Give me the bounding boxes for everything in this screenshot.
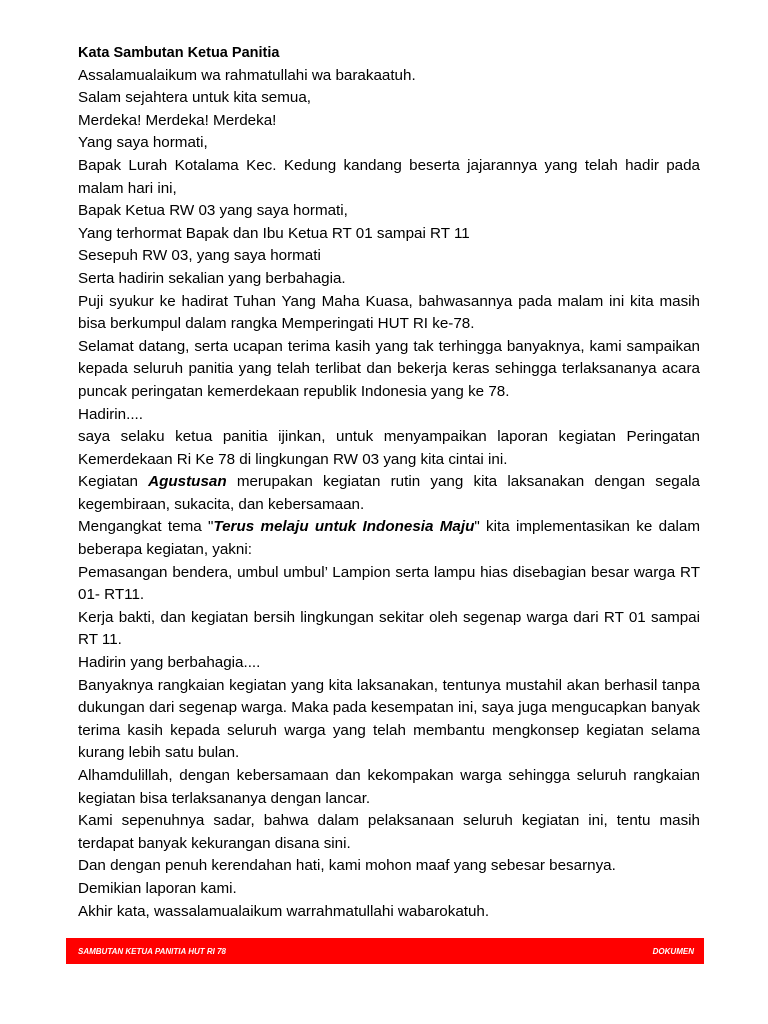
paragraph-laporan: saya selaku ketua panitia ijinkan, untuk menyampaikan laporan kegiatan Peringatan Kemerdekaan Ri Ke 78 di lingkungan RW 03 yang kita cintai ini. [78, 428, 700, 468]
footer-bar [66, 938, 704, 964]
emphasis-agustusan: Agustusan [148, 473, 227, 491]
document-title: Kata Sambutan Ketua Panitia [78, 45, 280, 61]
paragraph-selamat-datang: Selamat datang, serta ucapan terima kasih yang tak terhingga banyaknya, kami sampaikan kepada seluruh panitia yang telah terlibat dan bekerja keras sehingga terlaksananya acara puncak peringatan kemerdekaan republik Indonesia yang ke 78. [78, 337, 700, 400]
paragraph-banyaknya-kegiatan: Banyaknya rangkaian kegiatan yang kita laksanakan, tentunya mustahil akan berhasil tanpa dukungan dari segenap warga. Maka pada kesempatan ini, saya juga mengucapkan banyak terima kasih kepada seluruh warga yang telah membantu mengkonsep kegiatan selama kurang lebih satu bulan. [78, 676, 700, 762]
paragraph-penutup: Akhir kata, wassalamualaikum warrahmatullahi wabarokatuh. [78, 902, 490, 920]
paragraph-salam: Salam sejahtera untuk kita semua, [78, 89, 311, 107]
paragraph-pemasangan-bendera: Pemasangan bendera, umbul umbul’ Lampion serta lampu hias disebagian besar warga RT 01- RT11. [78, 563, 700, 604]
document-body [78, 42, 700, 923]
paragraph-merdeka: Merdeka! Merdeka! Merdeka! [78, 111, 277, 129]
paragraph-kerja-bakti: Kerja bakti, dan kegiatan bersih lingkungan sekitar oleh segenap warga dari RT 01 sampai RT 11. [78, 608, 700, 649]
paragraph-hadirin: Hadirin.... [78, 405, 143, 423]
paragraph-puji-syukur: Puji syukur ke hadirat Tuhan Yang Maha Kuasa, bahwasannya pada malam ini kita masih bisa berkumpul dalam rangka Memperingati HUT RI ke-78. [78, 292, 700, 333]
footer-label: DOKUMEN [652, 946, 694, 956]
paragraph-hadirin-sekalian: Serta hadirin sekalian yang berbahagia. [78, 269, 346, 287]
paragraph-kami-sadar: Kami sepenuhnya sadar, bahwa dalam pelaksanaan seluruh kegiatan ini, tentu masih terdapat banyak kekurangan disana sini. [78, 812, 700, 852]
emphasis-tema: Terus melaju untuk Indonesia Maju [213, 518, 475, 536]
paragraph-mohon-maaf: Dan dengan penuh kerendahan hati, kami mohon maaf yang sebesar besarnya. [78, 857, 616, 875]
paragraph-sesepuh: Sesepuh RW 03, yang saya hormati [78, 247, 321, 265]
paragraph-tema: Mengangkat tema "Terus melaju untuk Indonesia Maju" kita implementasikan ke dalam beberapa kegiatan, yakni: [78, 518, 700, 559]
paragraph-bapak-lurah: Bapak Lurah Kotalama Kec. Kedung kandang beserta jajarannya yang telah hadir pada malam hari ini, [78, 156, 700, 197]
paragraph-demikian: Demikian laporan kami. [78, 879, 237, 897]
paragraph-yang-saya-hormati: Yang saya hormati, [78, 134, 208, 152]
paragraph-hadirin-berbahagia: Hadirin yang berbahagia.... [78, 654, 261, 672]
paragraph-ketua-rt: Yang terhormat Bapak dan Ibu Ketua RT 01 sampai RT 11 [78, 224, 470, 242]
paragraph-greeting: Assalamualaikum wa rahmatullahi wa barakaatuh. [78, 66, 416, 84]
paragraph-ketua-rw: Bapak Ketua RW 03 yang saya hormati, [78, 202, 348, 220]
paragraph-alhamdulillah: Alhamdulillah, dengan kebersamaan dan kekompakan warga sehingga seluruh rangkaian kegiatan bisa terlaksananya dengan lancar. [78, 767, 700, 807]
footer-title: SAMBUTAN KETUA PANITIA HUT RI 78 [78, 946, 226, 956]
paragraph-kegiatan-agustusan: Kegiatan Agustusan merupakan kegiatan rutin yang kita laksanakan dengan segala kegembiraan, sukacita, dan kebersamaan. [78, 473, 700, 513]
